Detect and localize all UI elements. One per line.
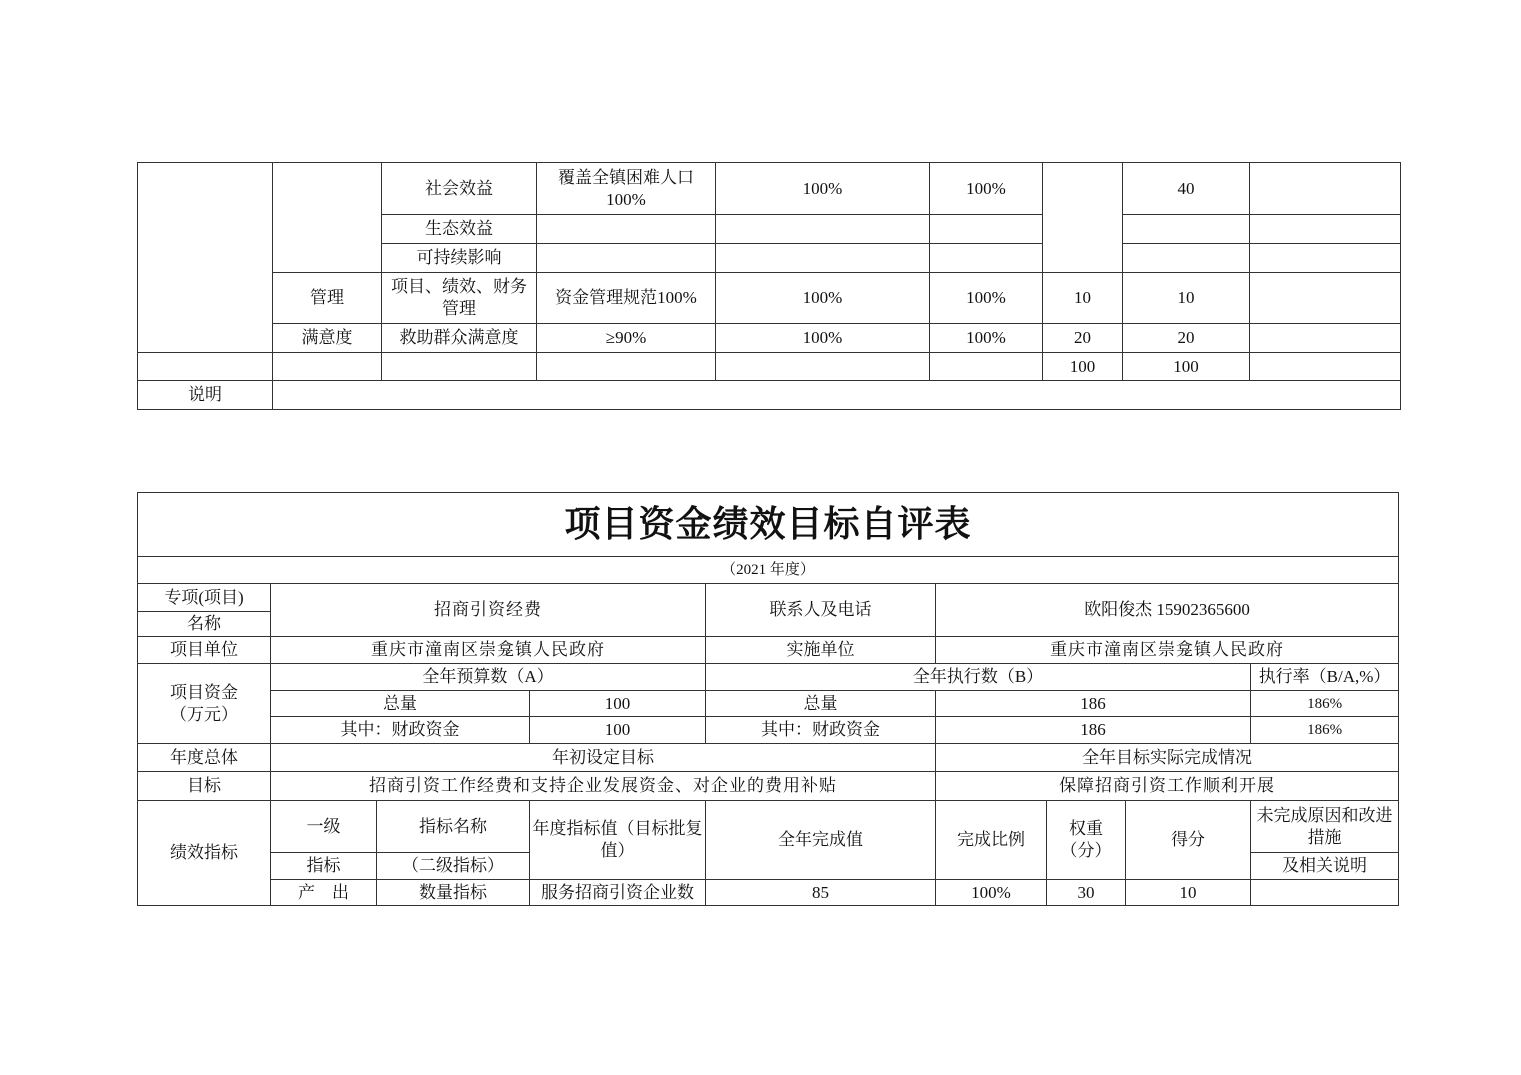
kpi-label: 绩效指标 — [138, 801, 271, 906]
rate-fiscal-value: 186% — [1251, 717, 1399, 744]
actual-eco-benefit — [716, 215, 930, 244]
ratio-satisfaction: 100% — [930, 324, 1043, 353]
weight-management: 10 — [1043, 273, 1123, 324]
exec-fiscal-label: 其中：财政资金 — [706, 717, 936, 744]
goal-label-line-2: 目标 — [138, 772, 271, 801]
header-score: 得分 — [1126, 801, 1251, 880]
total-blank-5 — [716, 353, 930, 381]
performance-table-continued — [137, 162, 1401, 410]
row-output-target: 服务招商引资企业数 — [530, 880, 706, 906]
budget-header: 全年预算数（A） — [271, 664, 706, 691]
weight-benefit-group — [1043, 163, 1123, 273]
fund-label — [138, 664, 271, 744]
note-eco-benefit — [1250, 215, 1401, 244]
exec-total-label: 总量 — [706, 691, 936, 717]
budget-total-value: 100 — [530, 691, 706, 717]
target-eco-benefit — [537, 215, 716, 244]
level2-eco-benefit: 生态效益 — [382, 215, 537, 244]
actual-social-benefit: 100% — [716, 163, 930, 215]
score-management: 10 — [1123, 273, 1250, 324]
goal-set-value: 招商引资工作经费和支持企业发展资金、对企业的费用补贴 — [271, 772, 936, 801]
note-sustainable — [1250, 244, 1401, 273]
header-target-value: 年度指标值（目标批复值） — [530, 801, 706, 880]
row-output-note — [1251, 880, 1399, 906]
explain-label: 说明 — [138, 381, 273, 410]
row-output-score: 10 — [1126, 880, 1251, 906]
contact-label: 联系人及电话 — [706, 584, 936, 637]
header-indicator-name: 指标名称 — [377, 801, 530, 853]
header-indicator-name-b: （二级指标） — [377, 853, 530, 880]
exec-total-value: 186 — [936, 691, 1251, 717]
project-name-label-2: 名称 — [138, 612, 271, 637]
weight-satisfaction: 20 — [1043, 324, 1123, 353]
header-actual-value: 全年完成值 — [706, 801, 936, 880]
impl-unit-label: 实施单位 — [706, 637, 936, 664]
row-output-weight: 30 — [1047, 880, 1126, 906]
level1-satisfaction: 满意度 — [273, 324, 382, 353]
row-output-level1: 产 出 — [271, 880, 377, 906]
total-weight: 100 — [1043, 353, 1123, 381]
header-level1: 一级 — [271, 801, 377, 853]
project-name-value: 招商引资经费 — [271, 584, 706, 637]
level1-management: 管理 — [273, 273, 382, 324]
score-eco-benefit — [1123, 215, 1250, 244]
target-management: 资金管理规范100% — [537, 273, 716, 324]
category-cell-blank — [138, 163, 273, 353]
ratio-management: 100% — [930, 273, 1043, 324]
year-subtitle: （2021 年度） — [138, 557, 1399, 584]
note-management — [1250, 273, 1401, 324]
total-blank-2 — [273, 353, 382, 381]
header-ratio: 完成比例 — [936, 801, 1047, 880]
header-reason-b: 及相关说明 — [1251, 853, 1399, 880]
row-output-actual: 85 — [706, 880, 936, 906]
rate-header: 执行率（B/A,%） — [1251, 664, 1399, 691]
header-level1-b: 指标 — [271, 853, 377, 880]
exec-header: 全年执行数（B） — [706, 664, 1251, 691]
level2-management: 项目、绩效、财务管理 — [382, 273, 537, 324]
goal-label-line-1: 年度总体 — [138, 744, 271, 772]
goal-actual-value: 保障招商引资工作顺利开展 — [936, 772, 1399, 801]
project-unit-label: 项目单位 — [138, 637, 271, 664]
row-output-level2: 数量指标 — [377, 880, 530, 906]
header-reason: 未完成原因和改进措施 — [1251, 801, 1399, 853]
fund-label-line-1: 项目资金 — [170, 682, 238, 702]
budget-fiscal-label: 其中：财政资金 — [271, 717, 530, 744]
project-name-label-1: 专项(项目) — [138, 584, 271, 612]
total-blank-4 — [537, 353, 716, 381]
self-evaluation-table — [137, 492, 1399, 906]
page-title: 项目资金绩效目标自评表 — [138, 493, 1399, 557]
goal-actual-header: 全年目标实际完成情况 — [936, 744, 1399, 772]
level2-satisfaction: 救助群众满意度 — [382, 324, 537, 353]
score-social-benefit: 40 — [1123, 163, 1250, 215]
goal-set-header: 年初设定目标 — [271, 744, 936, 772]
total-blank-1 — [138, 353, 273, 381]
score-satisfaction: 20 — [1123, 324, 1250, 353]
explain-value — [273, 381, 1401, 410]
total-blank-7 — [1250, 353, 1401, 381]
rate-total-value: 186% — [1251, 691, 1399, 717]
level2-sustainable-impact: 可持续影响 — [382, 244, 537, 273]
row-output-ratio: 100% — [936, 880, 1047, 906]
score-sustainable — [1123, 244, 1250, 273]
contact-value: 欧阳俊杰 15902365600 — [936, 584, 1399, 637]
ratio-social-benefit: 100% — [930, 163, 1043, 215]
target-satisfaction: ≥90% — [537, 324, 716, 353]
actual-sustainable — [716, 244, 930, 273]
exec-fiscal-value: 186 — [936, 717, 1251, 744]
budget-total-label: 总量 — [271, 691, 530, 717]
ratio-eco-benefit — [930, 215, 1043, 244]
impl-unit-value: 重庆市潼南区崇龛镇人民政府 — [936, 637, 1399, 664]
level1-cell-blank — [273, 163, 382, 273]
fund-label-line-2: （万元） — [170, 704, 238, 724]
actual-management: 100% — [716, 273, 930, 324]
note-social-benefit — [1250, 163, 1401, 215]
total-score: 100 — [1123, 353, 1250, 381]
target-social-benefit: 覆盖全镇困难人口100% — [537, 163, 716, 215]
level2-social-benefit: 社会效益 — [382, 163, 537, 215]
total-blank-3 — [382, 353, 537, 381]
project-unit-value: 重庆市潼南区崇龛镇人民政府 — [271, 637, 706, 664]
header-weight: 权重（分） — [1047, 801, 1126, 880]
actual-satisfaction: 100% — [716, 324, 930, 353]
note-satisfaction — [1250, 324, 1401, 353]
target-sustainable — [537, 244, 716, 273]
budget-fiscal-value: 100 — [530, 717, 706, 744]
ratio-sustainable — [930, 244, 1043, 273]
total-blank-6 — [930, 353, 1043, 381]
